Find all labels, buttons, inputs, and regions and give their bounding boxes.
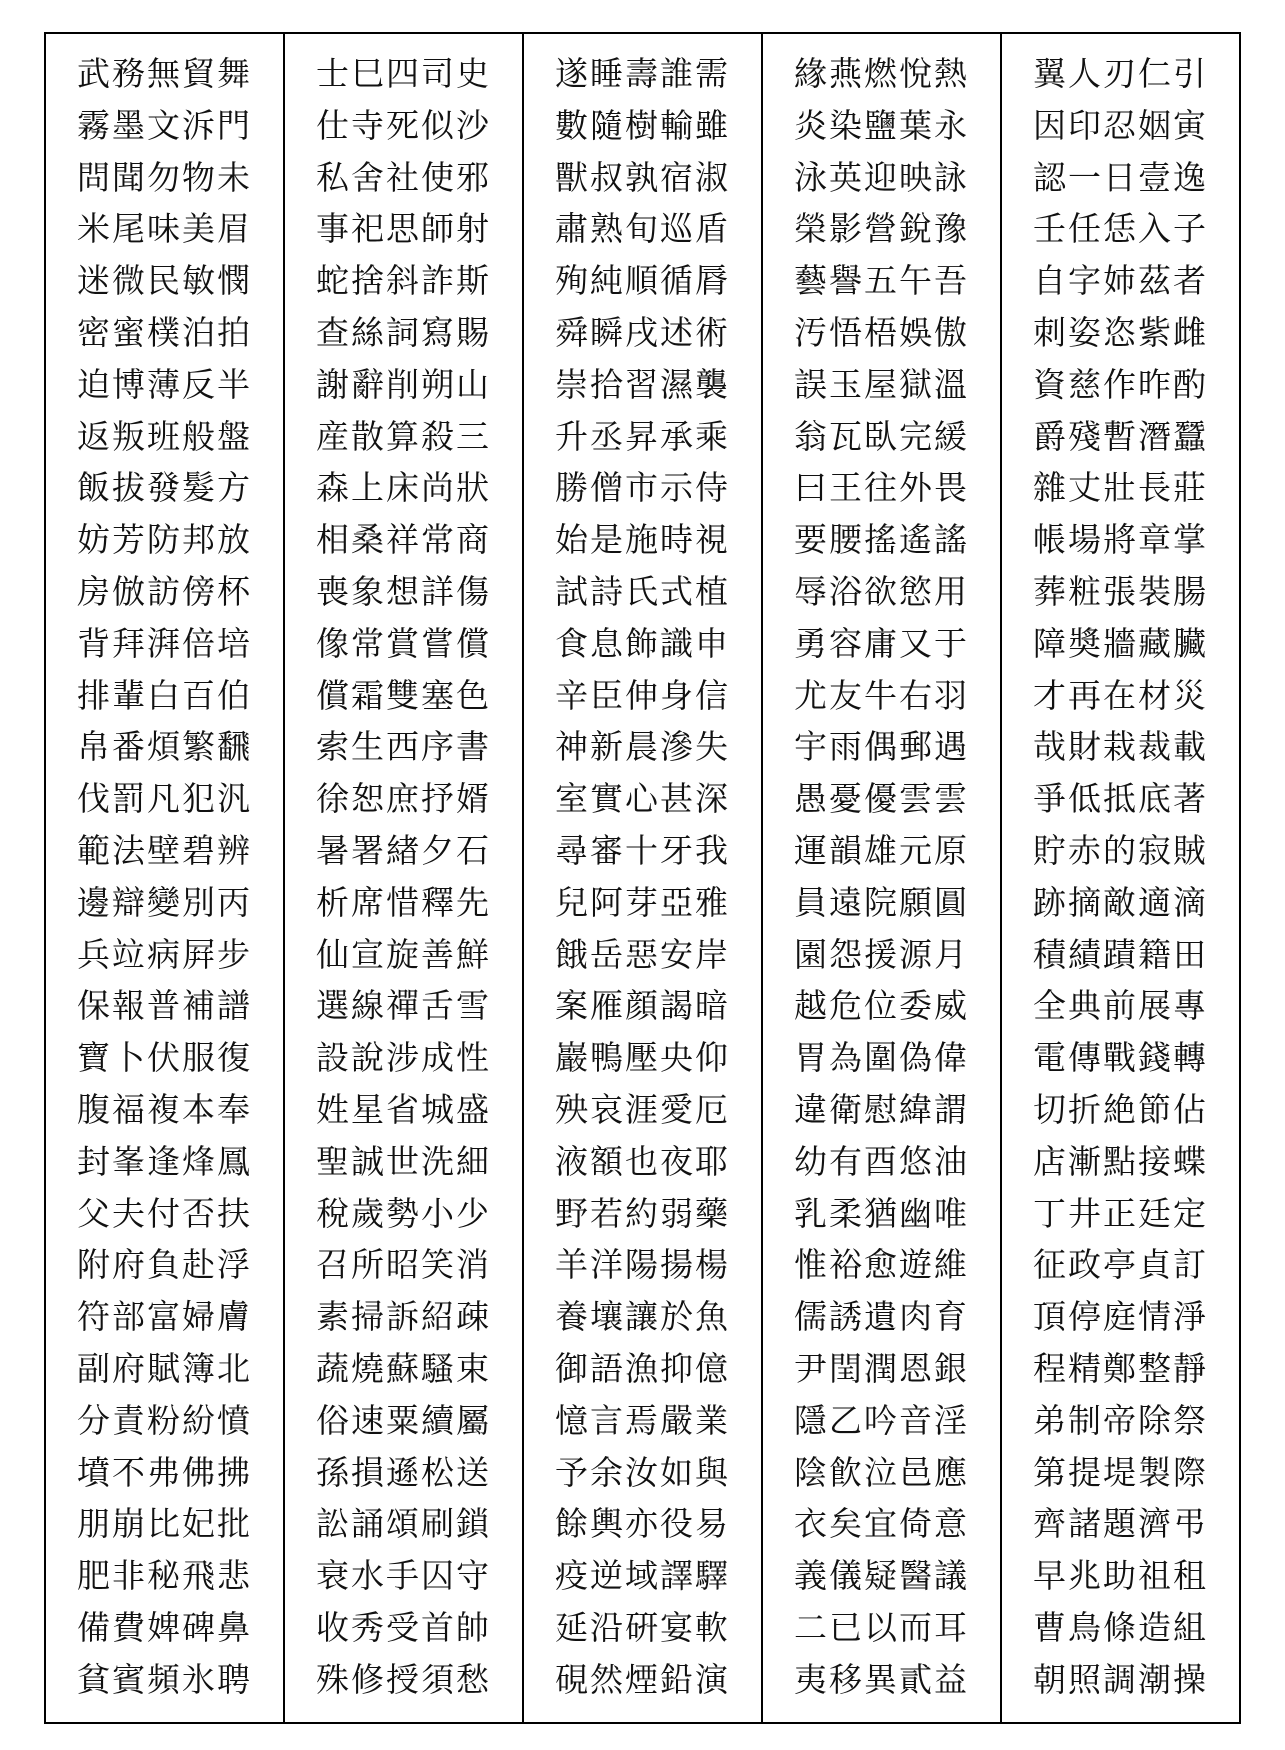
- table-row: 胃為圍偽偉: [794, 1038, 969, 1078]
- table-row: 朋崩比妃批: [77, 1504, 252, 1544]
- table-row: 哉財栽裁載: [1033, 727, 1208, 767]
- table-row: 父夫付否扶: [77, 1193, 252, 1233]
- table-row: 跡摘敵適滴: [1033, 882, 1208, 922]
- table-row: 迷微民敏憫: [77, 261, 252, 301]
- table-row: 予余汝如與: [555, 1452, 730, 1492]
- table-row: 園怨援源月: [794, 934, 969, 974]
- table-row: 養壤讓於魚: [555, 1297, 730, 1337]
- table-row: 武務無貿舞: [77, 54, 252, 93]
- table-row: 舜瞬戌述術: [555, 312, 730, 352]
- hanja-table: [44, 32, 1241, 1724]
- table-row: 刺姿恣紫雌: [1033, 312, 1208, 352]
- table-row: 衰水手囚守: [316, 1556, 491, 1596]
- table-row: 問聞勿物未: [77, 157, 252, 197]
- table-row: 肅熟旬巡盾: [555, 209, 730, 249]
- table-row: 愚憂優雲雲: [794, 779, 969, 819]
- table-row: 曰王往外畏: [794, 468, 969, 508]
- table-row: 設說涉成性: [316, 1038, 491, 1078]
- table-row: 獸叔孰宿淑: [555, 157, 730, 197]
- table-row: 稅歲勢小少: [316, 1193, 491, 1233]
- table-row: 自字姉茲者: [1033, 261, 1208, 301]
- table-row: 辱浴欲慾用: [794, 571, 969, 611]
- table-row: 要腰搖遙謠: [794, 520, 969, 560]
- table-row: 返叛班般盤: [77, 416, 252, 456]
- table-row: 貧賓頻氷聘: [77, 1659, 252, 1699]
- table-row: 認一日壹逸: [1033, 157, 1208, 197]
- table-row: 崇拾習濕襲: [555, 364, 730, 404]
- table-row: 遂睡壽誰需: [555, 54, 730, 93]
- table-row: 俗速粟續屬: [316, 1400, 491, 1440]
- table-row: 數隨樹輸雖: [555, 105, 730, 145]
- table-row: 霧墨文泝門: [77, 105, 252, 145]
- table-row: 償霜雙塞色: [316, 675, 491, 715]
- table-row: 陰飮泣邑應: [794, 1452, 969, 1492]
- table-row: 電傳戰錢轉: [1033, 1038, 1208, 1078]
- table-row: 勇容庸又于: [794, 623, 969, 663]
- table-row: 越危位委威: [794, 986, 969, 1026]
- table-column-4: [763, 34, 1002, 1722]
- table-row: 像常賞嘗償: [316, 623, 491, 663]
- table-row: 謝辭削朔山: [316, 364, 491, 404]
- table-row: 伐罰凡犯汎: [77, 779, 252, 819]
- table-row: 爭低抵底著: [1033, 779, 1208, 819]
- table-column-3: [524, 34, 763, 1722]
- table-row: 餘輿亦役易: [555, 1504, 730, 1544]
- table-row: 憶言焉嚴業: [555, 1400, 730, 1440]
- table-row: 符部富婦膚: [77, 1297, 252, 1337]
- table-row: 迫博薄反半: [77, 364, 252, 404]
- table-row: 排輩白百伯: [77, 675, 252, 715]
- table-row: 隱乙吟音淫: [794, 1400, 969, 1440]
- table-row: 延沿硏宴軟: [555, 1607, 730, 1647]
- table-row: 二已以而耳: [794, 1607, 969, 1647]
- table-row: 液額也夜耶: [555, 1141, 730, 1181]
- table-row: 宇雨偶郵遇: [794, 727, 969, 767]
- table-row: 野若約弱藥: [555, 1193, 730, 1233]
- table-row: 硯然煙鉛演: [555, 1659, 730, 1699]
- table-row: 案雁顔謁暗: [555, 986, 730, 1026]
- table-row: 徐恕庶抒婿: [316, 779, 491, 819]
- table-row: 殉純順循脣: [555, 261, 730, 301]
- table-row: 資慈作昨酌: [1033, 364, 1208, 404]
- table-row: 義儀疑醫議: [794, 1556, 969, 1596]
- table-row: 巖鴨壓央仰: [555, 1038, 730, 1078]
- table-row: 索生西序書: [316, 727, 491, 767]
- table-column-2: [285, 34, 524, 1722]
- table-row: 背拜湃倍培: [77, 623, 252, 663]
- table-row: 收秀受首帥: [316, 1607, 491, 1647]
- table-row: 蔬燒蘇騷束: [316, 1348, 491, 1388]
- table-row: 程精鄭整靜: [1033, 1348, 1208, 1388]
- table-row: 查絲詞寫賜: [316, 312, 491, 352]
- table-row: 全典前展專: [1033, 986, 1208, 1026]
- table-row: 孫損遜松送: [316, 1452, 491, 1492]
- table-row: 勝僧市示侍: [555, 468, 730, 508]
- table-row: 封峯逢烽鳳: [77, 1141, 252, 1181]
- table-row: 食息飾識申: [555, 623, 730, 663]
- table-row: 榮影營銳豫: [794, 209, 969, 249]
- table-row: 神新晨滲失: [555, 727, 730, 767]
- table-row: 森上床尚狀: [316, 468, 491, 508]
- table-row: 征政亭貞訂: [1033, 1245, 1208, 1285]
- table-row: 選線禪舌雪: [316, 986, 491, 1026]
- table-row: 墳不弗佛拂: [77, 1452, 252, 1492]
- table-row: 備費婢碑鼻: [77, 1607, 252, 1647]
- table-row: 米尾味美眉: [77, 209, 252, 249]
- table-row: 藝譽五午吾: [794, 261, 969, 301]
- table-row: 産散算殺三: [316, 416, 491, 456]
- table-row: 兵竝病屛步: [77, 934, 252, 974]
- table-row: 乳柔猶幽唯: [794, 1193, 969, 1233]
- table-row: 汚悟梧娛傲: [794, 312, 969, 352]
- table-row: 寶卜伏服復: [77, 1038, 252, 1078]
- table-row: 運韻雄元原: [794, 830, 969, 870]
- table-row: 因印忍姻寅: [1033, 105, 1208, 145]
- table-row: 試詩氏式植: [555, 571, 730, 611]
- table-row: 殊修授須愁: [316, 1659, 491, 1699]
- table-row: 聖誠世洗細: [316, 1141, 491, 1181]
- table-row: 姓星省城盛: [316, 1089, 491, 1129]
- table-row: 第提堤製際: [1033, 1452, 1208, 1492]
- table-row: 腹福複本奉: [77, 1089, 252, 1129]
- table-row: 餓岳惡安岸: [555, 934, 730, 974]
- table-row: 仙宣旋善鮮: [316, 934, 491, 974]
- table-row: 緣燕燃悅熱: [794, 54, 969, 93]
- table-row: 妨芳防邦放: [77, 520, 252, 560]
- table-row: 疫逆域譯驛: [555, 1556, 730, 1596]
- table-row: 房倣訪傍杯: [77, 571, 252, 611]
- table-row: 泳英迎映詠: [794, 157, 969, 197]
- table-row: 召所昭笑消: [316, 1245, 491, 1285]
- table-row: 御語漁抑億: [555, 1348, 730, 1388]
- table-row: 翼人刃仁引: [1033, 54, 1208, 93]
- table-row: 炎染鹽葉永: [794, 105, 969, 145]
- table-row: 儒誘遺肉育: [794, 1297, 969, 1337]
- table-row: 範法壁碧辨: [77, 830, 252, 870]
- table-column-5: [1002, 34, 1239, 1722]
- table-row: 壬任恁入子: [1033, 209, 1208, 249]
- table-row: 私舍社使邪: [316, 157, 491, 197]
- table-row: 訟誦頌刷鎖: [316, 1504, 491, 1544]
- table-row: 員遠院願圓: [794, 882, 969, 922]
- table-row: 早兆助祖租: [1033, 1556, 1208, 1596]
- table-row: 葬粧張裝腸: [1033, 571, 1208, 611]
- table-row: 曹鳥條造組: [1033, 1607, 1208, 1647]
- table-row: 相桑祥常商: [316, 520, 491, 560]
- table-row: 幼有酉悠油: [794, 1141, 969, 1181]
- table-row: 室實心甚深: [555, 779, 730, 819]
- table-row: 析席惜釋先: [316, 882, 491, 922]
- table-row: 蛇捨斜詐斯: [316, 261, 491, 301]
- table-row: 弟制帝除祭: [1033, 1400, 1208, 1440]
- table-row: 仕寺死似沙: [316, 105, 491, 145]
- table-row: 密蜜樸泊拍: [77, 312, 252, 352]
- table-row: 爵殘暫潛蠶: [1033, 416, 1208, 456]
- table-row: 惟裕愈遊維: [794, 1245, 969, 1285]
- table-row: 尤友牛右羽: [794, 675, 969, 715]
- table-row: 邊辯變別丙: [77, 882, 252, 922]
- table-row: 飯拔發髮方: [77, 468, 252, 508]
- table-row: 丁井正廷定: [1033, 1193, 1208, 1233]
- table-row: 士巳四司史: [316, 54, 491, 93]
- table-row: 肥非秘飛悲: [77, 1556, 252, 1596]
- table-row: 素掃訴紹疎: [316, 1297, 491, 1337]
- table-row: 事祀思師射: [316, 209, 491, 249]
- table-row: 朝照調潮操: [1033, 1659, 1208, 1699]
- table-row: 尋審十牙我: [555, 830, 730, 870]
- table-row: 暑署緖夕石: [316, 830, 491, 870]
- table-row: 切折絶節佔: [1033, 1089, 1208, 1129]
- table-row: 夷移異貳益: [794, 1659, 969, 1699]
- table-row: 翁瓦臥完緩: [794, 416, 969, 456]
- table-row: 帳場將章掌: [1033, 520, 1208, 560]
- table-row: 障奬牆藏臟: [1033, 623, 1208, 663]
- table-row: 帛番煩繁飜: [77, 727, 252, 767]
- table-row: 副府賦簿北: [77, 1348, 252, 1388]
- table-row: 羊洋陽揚楊: [555, 1245, 730, 1285]
- table-row: 尹閏潤恩銀: [794, 1348, 969, 1388]
- table-row: 辛臣伸身信: [555, 675, 730, 715]
- table-row: 殃哀涯愛厄: [555, 1089, 730, 1129]
- table-row: 分責粉紛憤: [77, 1400, 252, 1440]
- table-row: 才再在材災: [1033, 675, 1208, 715]
- table-row: 喪象想詳傷: [316, 571, 491, 611]
- table-row: 保報普補譜: [77, 986, 252, 1026]
- table-row: 違衛慰緯謂: [794, 1089, 969, 1129]
- table-row: 齊諸題濟弔: [1033, 1504, 1208, 1544]
- table-row: 附府負赴浮: [77, 1245, 252, 1285]
- table-row: 兒阿芽亞雅: [555, 882, 730, 922]
- table-row: 升丞昇承乘: [555, 416, 730, 456]
- table-row: 積績蹟籍田: [1033, 934, 1208, 974]
- table-row: 誤玉屋獄溫: [794, 364, 969, 404]
- table-row: 頂停庭情淨: [1033, 1297, 1208, 1337]
- table-row: 衣矣宜倚意: [794, 1504, 969, 1544]
- table-column-1: [46, 34, 285, 1722]
- table-row: 雜丈壯長莊: [1033, 468, 1208, 508]
- table-row: 店漸點接蝶: [1033, 1141, 1208, 1181]
- table-row: 始是施時視: [555, 520, 730, 560]
- table-row: 貯赤的寂賊: [1033, 830, 1208, 870]
